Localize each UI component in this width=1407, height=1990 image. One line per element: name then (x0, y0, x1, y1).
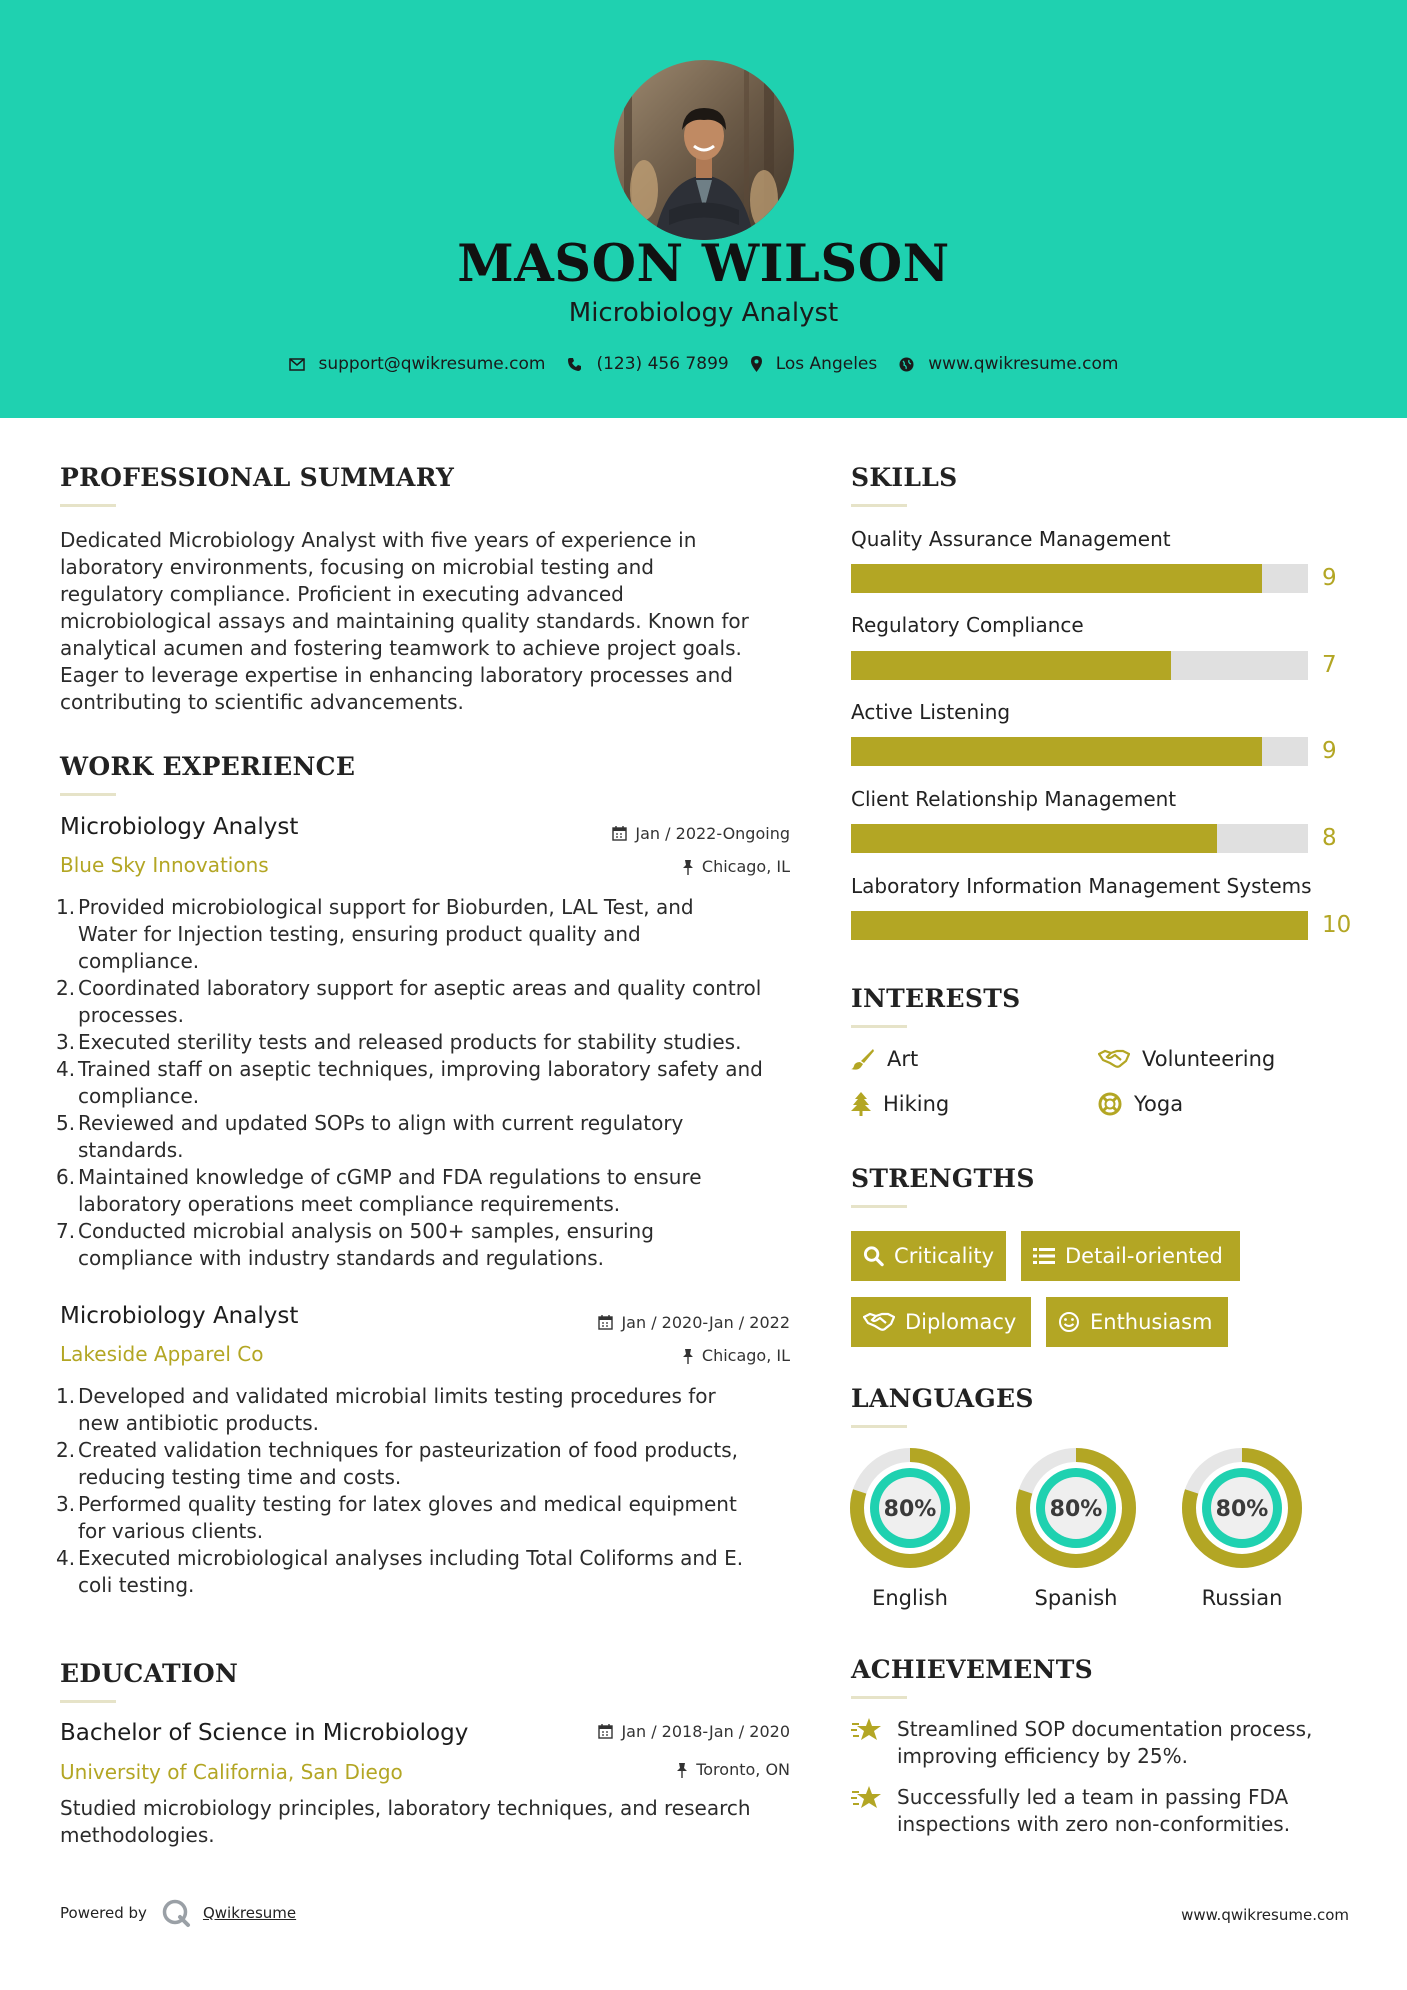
interests-underline (851, 1025, 907, 1028)
ring-percent-label: 80% (1215, 1497, 1269, 1522)
experience-underline (60, 793, 116, 796)
skill-label: Active Listening (851, 700, 1011, 724)
language-item (1180, 1446, 1304, 1610)
interest-label: Volunteering (1142, 1047, 1276, 1071)
education-line: Studied microbiology principles, laboratory techniques, and research (60, 1796, 751, 1820)
interest-label: Art (887, 1047, 919, 1071)
list-item (56, 975, 805, 1029)
list-line: new antibiotic products. (78, 1411, 319, 1435)
contact-location (751, 354, 878, 374)
list-item (56, 1383, 805, 1437)
job-dates-text: Jan / 2020-Jan / 2022 (621, 1313, 790, 1332)
job-title: Microbiology Analyst (60, 1303, 299, 1329)
education-description (60, 1795, 805, 1849)
candidate-name: MASON WILSON (457, 234, 950, 294)
contact-bar (0, 354, 1407, 374)
list-line: Conducted microbial analysis on 500+ samples, ensuring (78, 1219, 654, 1243)
summary-underline (60, 504, 116, 507)
list-line: Executed sterility tests and released products for stability studies. (78, 1030, 742, 1054)
candidate-role: Microbiology Analyst (568, 298, 839, 328)
skill-value: 7 (1322, 652, 1337, 678)
language-progress-ring (1180, 1446, 1304, 1570)
list-line: Water for Injection testing, ensuring product quality and (78, 922, 641, 946)
interest-item (1098, 1092, 1183, 1116)
job-location-text: Chicago, IL (701, 1346, 790, 1365)
map-pin-icon (751, 356, 762, 372)
list-number: 2. (56, 1438, 76, 1462)
skill-label: Regulatory Compliance (851, 613, 1084, 637)
summary-line: contributing to scientific advancements. (60, 690, 464, 714)
profile-photo (614, 60, 794, 240)
language-progress-ring (848, 1446, 972, 1570)
qwikresume-link[interactable]: Qwikresume (202, 1904, 297, 1922)
strength-badge (1046, 1297, 1228, 1347)
skill-bar-fill (851, 564, 1262, 593)
experience-title: WORK EXPERIENCE (60, 752, 356, 781)
strength-badge (851, 1231, 1006, 1281)
job-responsibilities (56, 1383, 805, 1599)
job-location (490, 1346, 790, 1365)
job-location (490, 857, 790, 876)
list-number: 3. (56, 1492, 76, 1516)
skill-bar-fill (851, 651, 1171, 680)
strength-badge (851, 1297, 1031, 1347)
list-number: 4. (56, 1546, 76, 1570)
education-location (490, 1760, 790, 1779)
list-line: compliance. (78, 1084, 200, 1108)
achievements-underline (851, 1696, 907, 1699)
education-dates (490, 1722, 790, 1741)
job-dates-text: Jan / 2022-Ongoing (635, 824, 790, 843)
skill-label: Laboratory Information Management Systems (851, 874, 1312, 898)
achievement-line: improving efficiency by 25%. (897, 1744, 1188, 1768)
skill-bar-fill (851, 737, 1262, 766)
education-line: methodologies. (60, 1823, 215, 1847)
summary-line: Dedicated Microbiology Analyst with five years of experience in (60, 528, 697, 552)
skill-bar (851, 911, 1308, 940)
list-line: compliance with industry standards and regulations. (78, 1246, 605, 1270)
tree-icon (851, 1092, 871, 1116)
pushpin-icon (682, 859, 694, 875)
handshake-icon (1098, 1048, 1130, 1070)
list-line: Developed and validated microbial limits testing procedures for (78, 1384, 716, 1408)
achievement-line: Streamlined SOP documentation process, (897, 1717, 1313, 1741)
skill-value: 10 (1322, 912, 1352, 938)
language-name: Spanish (1034, 1586, 1118, 1610)
email-text: support@qwikresume.com (318, 354, 546, 374)
list-line: Reviewed and updated SOPs to align with current regulatory (78, 1111, 684, 1135)
achievement-text (897, 1716, 1312, 1770)
job-dates (490, 824, 790, 843)
pushpin-icon (676, 1762, 688, 1778)
achievement-item (851, 1716, 1312, 1770)
phone-text: (123) 456 7899 (596, 354, 729, 374)
list-item (56, 894, 805, 975)
envelope-icon (289, 358, 305, 371)
language-item (1014, 1446, 1138, 1610)
skill-bar-fill (851, 824, 1217, 853)
strengths-underline (851, 1205, 907, 1208)
list-number: 5. (56, 1111, 76, 1135)
skill-bar (851, 824, 1308, 853)
calendar-icon (598, 1724, 613, 1739)
achievement-text (897, 1784, 1290, 1838)
lifebuoy-icon (1098, 1092, 1122, 1116)
smile-icon (1058, 1311, 1080, 1333)
language-name: English (872, 1586, 948, 1610)
education-underline (60, 1700, 116, 1703)
list-line: laboratory operations meet compliance requirements. (78, 1192, 621, 1216)
skill-value: 8 (1322, 825, 1337, 851)
skill-bar (851, 737, 1308, 766)
contact-email[interactable] (289, 354, 546, 374)
list-line: Executed microbiological analyses including Total Coliforms and E. (78, 1546, 744, 1570)
list-number: 1. (56, 1384, 76, 1408)
skill-bar (851, 651, 1308, 680)
list-line: reducing testing time and costs. (78, 1465, 402, 1489)
company-name: Blue Sky Innovations (60, 853, 269, 877)
language-item (848, 1446, 972, 1610)
summary-line: regulatory compliance. Proficient in executing advanced (60, 582, 624, 606)
languages-title: LANGUAGES (851, 1384, 1034, 1413)
education-location-text: Toronto, ON (696, 1760, 790, 1779)
website-text: www.qwikresume.com (928, 354, 1119, 374)
degree-title: Bachelor of Science in Microbiology (60, 1720, 469, 1746)
globe-icon (899, 357, 914, 372)
ring-percent-label: 80% (883, 1497, 937, 1522)
interest-item (851, 1092, 949, 1116)
list-item (56, 1110, 805, 1164)
company-name: Lakeside Apparel Co (60, 1342, 264, 1366)
summary-title: PROFESSIONAL SUMMARY (60, 463, 455, 492)
handshake-icon (863, 1311, 895, 1333)
skill-value: 9 (1322, 565, 1337, 591)
pushpin-icon (682, 1348, 694, 1364)
list-item (56, 1164, 805, 1218)
paintbrush-icon (851, 1048, 875, 1070)
strength-badge (1021, 1231, 1240, 1281)
skill-bar (851, 564, 1308, 593)
school-name: University of California, San Diego (60, 1760, 403, 1784)
skill-label: Quality Assurance Management (851, 527, 1171, 551)
education-dates-text: Jan / 2018-Jan / 2020 (621, 1722, 790, 1741)
list-line: Provided microbiological support for Bioburden, LAL Test, and (78, 895, 694, 919)
ring-percent-label: 80% (1049, 1497, 1103, 1522)
summary-line: Eager to leverage expertise in enhancing laboratory processes and (60, 663, 733, 687)
language-name: Russian (1201, 1586, 1283, 1610)
strength-label: Enthusiasm (1090, 1310, 1213, 1334)
list-line: coli testing. (78, 1573, 195, 1597)
list-number: 4. (56, 1057, 76, 1081)
list-number: 7. (56, 1219, 76, 1243)
location-text: Los Angeles (775, 354, 878, 374)
summary-line: laboratory environments, focusing on microbial testing and (60, 555, 654, 579)
languages-underline (851, 1425, 907, 1428)
list-item (56, 1545, 805, 1599)
skill-value: 9 (1322, 738, 1337, 764)
list-line: Trained staff on aseptic techniques, improving laboratory safety and (78, 1057, 763, 1081)
search-icon (863, 1245, 884, 1267)
job-title: Microbiology Analyst (60, 814, 299, 840)
footer-website[interactable]: www.qwikresume.com (1181, 1906, 1349, 1924)
list-item (56, 1218, 805, 1272)
skills-title: SKILLS (851, 463, 958, 492)
language-progress-ring (1014, 1446, 1138, 1570)
job-dates (490, 1313, 790, 1332)
list-item (56, 1029, 805, 1056)
list-number: 3. (56, 1030, 76, 1054)
skill-label: Client Relationship Management (851, 787, 1177, 811)
list-line: Created validation techniques for pasteurization of food products, (78, 1438, 738, 1462)
achievements-title: ACHIEVEMENTS (851, 1655, 1093, 1684)
achievement-line: Successfully led a team in passing FDA (897, 1785, 1289, 1809)
job-location-text: Chicago, IL (701, 857, 790, 876)
interest-item (1098, 1047, 1275, 1071)
list-icon (1033, 1247, 1055, 1265)
list-line: for various clients. (78, 1519, 264, 1543)
education-title: EDUCATION (60, 1659, 239, 1688)
contact-website[interactable] (899, 354, 1118, 374)
star-badge-icon (851, 1784, 883, 1812)
list-line: Coordinated laboratory support for aseptic areas and quality control (78, 976, 762, 1000)
job-responsibilities (56, 894, 805, 1272)
list-line: Performed quality testing for latex gloves and medical equipment (78, 1492, 737, 1516)
interests-title: INTERESTS (851, 984, 1021, 1013)
resume-header (0, 0, 1407, 418)
interest-label: Yoga (1134, 1092, 1184, 1116)
summary-line: microbiological assays and maintaining quality standards. Known for (60, 609, 749, 633)
list-line: standards. (78, 1138, 184, 1162)
list-item (56, 1056, 805, 1110)
calendar-icon (612, 826, 627, 841)
qwikresume-logo-icon (161, 1898, 191, 1928)
strength-label: Diplomacy (905, 1310, 1017, 1334)
phone-icon (567, 357, 582, 372)
strength-label: Criticality (894, 1244, 994, 1268)
list-line: processes. (78, 1003, 184, 1027)
list-item (56, 1491, 805, 1545)
contact-phone[interactable] (567, 354, 728, 374)
interest-item (851, 1047, 918, 1071)
summary-line: analytical acumen and fostering teamwork to achieve project goals. (60, 636, 742, 660)
interest-label: Hiking (883, 1092, 950, 1116)
strengths-title: STRENGTHS (851, 1164, 1035, 1193)
list-number: 1. (56, 895, 76, 919)
list-line: compliance. (78, 949, 200, 973)
skill-bar-fill (851, 911, 1308, 940)
skills-underline (851, 504, 907, 507)
list-item (56, 1437, 805, 1491)
summary-text (60, 527, 800, 716)
footer-powered-by (60, 1898, 296, 1928)
achievement-item (851, 1784, 1290, 1838)
list-number: 6. (56, 1165, 76, 1189)
star-badge-icon (851, 1716, 883, 1744)
list-number: 2. (56, 976, 76, 1000)
powered-by-text: Powered by (60, 1904, 147, 1922)
achievement-line: inspections with zero non-conformities. (897, 1812, 1291, 1836)
strength-label: Detail-oriented (1065, 1244, 1223, 1268)
calendar-icon (598, 1315, 613, 1330)
list-line: Maintained knowledge of cGMP and FDA regulations to ensure (78, 1165, 702, 1189)
